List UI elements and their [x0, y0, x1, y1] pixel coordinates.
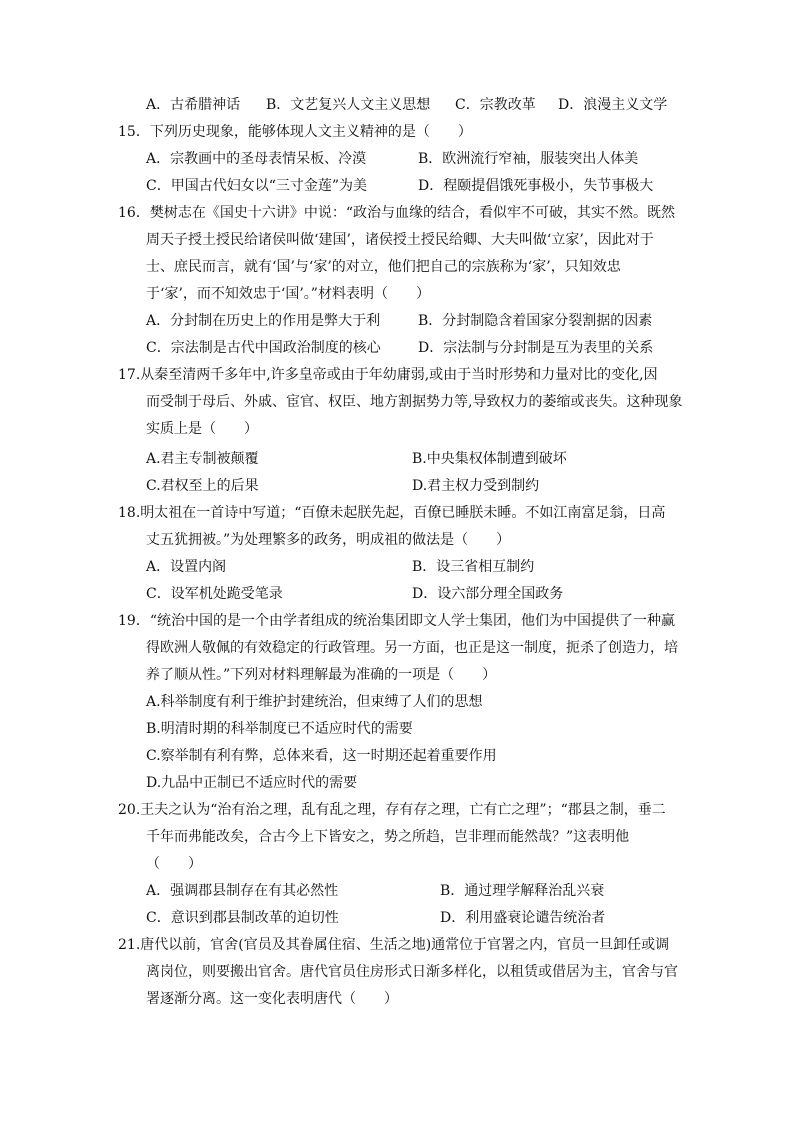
- option-a: A．古希腊神话: [146, 97, 241, 113]
- question-stem-line: 19．“统治中国的是一个由学者组成的统治集团即文人学士集团，他们为中国提供了一种赢: [118, 613, 675, 629]
- option-d: D．程颐提倡饿死事极小，失节事极大: [418, 178, 654, 194]
- question-stem-line: 养了顺从性。”下列对材料理解最为准确的一项是（ ）: [146, 667, 497, 683]
- option-d: D．利用盛衰论谴告统治者: [440, 910, 606, 926]
- option-c: C.君权至上的后果: [146, 478, 259, 494]
- question-stem-line: 署逐渐分离。这一变化表明唐代（ ）: [146, 991, 398, 1007]
- question-stem-line: 得欧洲人敬佩的有效稳定的行政管理。另一方面，也正是这一制度，扼杀了创造力，培: [146, 640, 678, 656]
- option-b: B．文艺复兴人文主义思想: [266, 97, 431, 113]
- question-stem-line: 丈五犹拥被。”为处理繁多的政务，明成祖的做法是（ ）: [146, 532, 511, 548]
- option-c: C．宗法制是古代中国政治制度的核心: [146, 340, 381, 356]
- option-b: B.中央集权体制遭到破坏: [412, 451, 567, 467]
- option-a: A．宗教画中的圣母表情呆板、冷漠: [146, 151, 367, 167]
- option-b: B．通过理学解释治乱兴衰: [440, 883, 605, 899]
- question-stem-line: 17.从秦至清两千多年中,许多皇帝或由于年幼庸弱,或由于当时形势和力量对比的变化,因: [118, 367, 658, 383]
- question-stem-line: 21.唐代以前，官舍(官员及其眷属住宿、生活之地)通常位于官署之内，官员一旦卸任或调: [118, 937, 670, 953]
- option-d: D．浪漫主义文学: [558, 97, 668, 113]
- question-stem-line: 士、庶民而言，就有‘国’与‘家’的对立，他们把自己的宗族称为‘家’，只知效忠: [146, 259, 621, 275]
- option-a: A．分封制在历史上的作用是弊大于利: [146, 313, 381, 329]
- option-c: C.察举制有利有弊，总体来看，这一时期还起着重要作用: [146, 748, 497, 764]
- question-stem-line: 离岗位，则要搬出官舍。唐代官员住房形式日渐多样化，以租赁或借居为主，官舍与官: [146, 964, 678, 980]
- question-stem-line: 于‘家’，而不知效忠于‘国’。”材料表明（ ）: [146, 286, 430, 302]
- option-d: D．宗法制与分封制是互为表里的关系: [418, 340, 654, 356]
- option-b: B．设三省相互制约: [412, 559, 535, 575]
- question-stem-line: 18.明太祖在一首诗中写道；“百僚未起朕先起，百僚已睡朕未睡。不如江南富足翁，日高: [118, 505, 666, 521]
- option-c: C．宗教改革: [455, 97, 536, 113]
- question-stem-line: 周天子授土授民给诸侯叫做‘建国’，诸侯授土授民给卿、大夫叫做‘立家’，因此对于: [146, 232, 654, 248]
- question-stem-line: 千年而弗能改矣，合古今上下皆安之，势之所趋，岂非理而能然哉？”这表明他: [146, 829, 630, 845]
- option-a: A．强调郡县制存在有其必然性: [146, 883, 339, 899]
- question-stem-line: 20.王夫之认为“治有治之理，乱有乱之理，存有存之理，亡有亡之理”；“郡县之制，垂二: [118, 802, 666, 818]
- option-b: B．分封制隐含着国家分裂割据的因素: [418, 313, 653, 329]
- option-b: B．欧洲流行窄袖，服装突出人体美: [418, 151, 639, 167]
- option-c: C．设军机处跪受笔录: [146, 586, 283, 602]
- option-a: A.君主专制被颠覆: [146, 451, 259, 467]
- question-stem-line: 实质上是（ ）: [146, 421, 258, 437]
- question-stem-line: 而受制于母后、外戚、宦官、权臣、地方割据势力等,导致权力的萎缩或丧失。这种现象: [146, 394, 683, 410]
- question-stem-line: （ ）: [146, 856, 202, 872]
- option-c: C．意识到郡县制改革的迫切性: [146, 910, 339, 926]
- option-a: A．设置内阁: [146, 559, 227, 575]
- option-d: D．设六部分理全国政务: [412, 586, 564, 602]
- option-a: A.科举制度有利于维护封建统治，但束缚了人们的思想: [146, 694, 483, 710]
- option-b: B.明清时期的科举制度已不适应时代的需要: [146, 721, 413, 737]
- question-stem-line: 16．樊树志在《国史十六讲》中说：“政治与血缘的结合，看似牢不可破，其实不然。既然: [118, 205, 675, 221]
- question-stem: 15．下列历史现象，能够体现人文主义精神的是（ ）: [118, 124, 472, 140]
- option-d: D.九品中正制已不适应时代的需要: [146, 775, 358, 791]
- option-c: C．甲国古代妇女以“三寸金莲”为美: [146, 178, 368, 194]
- option-d: D.君主权力受到制约: [412, 478, 540, 494]
